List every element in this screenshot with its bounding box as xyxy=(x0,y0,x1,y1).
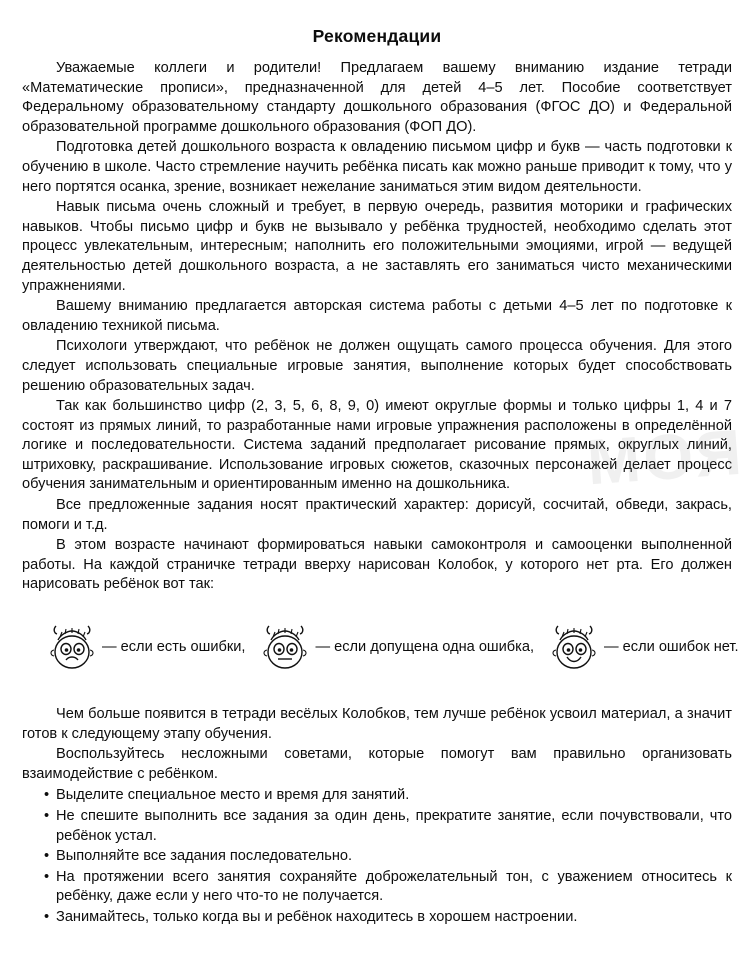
list-item xyxy=(22,908,732,928)
paragraph-7: Все предложенные задания носят практический характер: дорисуй, сосчитай, обведи, закрась, помоги и т.д. xyxy=(22,497,732,533)
advice-list xyxy=(22,786,732,927)
kolobok-caption-1: — если есть ошибки, xyxy=(102,639,246,656)
kolobok-legend-item xyxy=(259,620,548,676)
paragraph-5: Психологи утверждают, что ребёнок не должен ощущать самого процесса обучения. Для этого следует использовать специальные игровые занятия, выполнение которых будет способствовать решению образовательных задач. xyxy=(22,338,732,394)
bullet-marker: • xyxy=(44,787,50,804)
paragraph-9: Чем больше появится в тетради весёлых Колобков, тем лучше ребёнок усвоил материал, а значит готов к следующему этапу обучения. xyxy=(22,706,732,742)
paragraph-1: Уважаемые коллеги и родители! Предлагаем вашему вниманию издание тетради «Математические прописи», предназначенной для детей 4–5 лет. Пособие соответствует Федеральному образовательному стандарту дошкольного образования (ФГОС ДО) и Федеральной образовательной программе дошкольного образования (ФОП ДО). xyxy=(22,60,732,135)
list-item-text: Не спешите выполнить все задания за один день, прекратите занятие, если почувствовали, что ребёнок устал. xyxy=(56,808,732,844)
list-item-text: Занимайтесь, только когда вы и ребёнок находитесь в хорошем настроении. xyxy=(56,908,578,925)
paragraph-4: Вашему вниманию предлагается авторская система работы с детьми 4–5 лет по подготовке к овладению техникой письма. xyxy=(22,298,732,334)
kolobok-legend-item xyxy=(46,620,259,676)
list-item-text: Выполняйте все задания последовательно. xyxy=(56,848,353,865)
paragraph-8: В этом возрасте начинают формироваться навыки самоконтроля и самооценки выполненной работы. На каждой страничке тетради вверху нарисован Колобок, у которого нет рта. Его должен нарисовать ребёнок вот так: xyxy=(22,537,732,593)
bullet-marker: • xyxy=(44,908,50,925)
kolobok-legend-item xyxy=(548,620,753,676)
kolobok-caption-2: — если допущена одна ошибка, xyxy=(315,639,535,656)
list-item xyxy=(22,868,732,907)
paragraph-6: Так как большинство цифр (2, 3, 5, 6, 8, 9, 0) имеют округлые формы и только цифры 1, 4 и 7 состоят из прямых линий, то разработанные нами игровые упражнения расположены в определённой логике и последовательности. Система заданий предполагает рисование прямых, округлых линий, штриховку, раскрашивание. Использование игровых сюжетов, сказочных персонажей делает процесс обучения занимательным и ориентированным именно на дошкольника. xyxy=(22,398,732,493)
list-item xyxy=(22,786,732,806)
bullet-marker: • xyxy=(44,868,50,885)
happy-face-icon xyxy=(548,620,600,676)
bullet-marker: • xyxy=(44,808,50,824)
bullet-marker: • xyxy=(44,848,50,865)
kolobok-legend-row xyxy=(22,617,739,679)
paragraph-2: Подготовка детей дошкольного возраста к овладению письмом цифр и букв — часть подготовки к обучению в школе. Часто стремление научить ребёнка писать как можно раньше приводит к тому, что у него портятся осанка, зрение, возникает нежелание заниматься этим видом деятельности. xyxy=(22,139,732,195)
list-item xyxy=(22,847,732,867)
neutral-face-icon xyxy=(259,620,311,676)
paragraph-10: Воспользуйтесь несложными советами, которые помогут вам правильно организовать взаимодействие с ребёнком. xyxy=(22,746,732,782)
page-title: Рекомендации xyxy=(312,26,442,46)
sad-face-icon xyxy=(46,620,98,676)
list-item-text: На протяжении всего занятия сохраняйте доброжелательный тон, с уважением относитесь к ребёнку, даже если у него что-то не получается. xyxy=(56,868,732,905)
watermark-text: МОЯ xyxy=(584,415,747,499)
paragraph-3: Навык письма очень сложный и требует, в первую очередь, развития моторики и графических навыков. Чтобы письмо цифр и букв не вызывало у ребёнка трудностей, необходимо сделать этот процесс увлекательным, интересным; наполнить его положительными эмоциями, игрой — ведущей деятельностью детей дошкольного возраста, а не заставлять его заниматься чисто механическими упражнениями. xyxy=(22,199,732,294)
kolobok-caption-3: — если ошибок нет. xyxy=(604,639,739,656)
list-item-text: Выделите специальное место и время для занятий. xyxy=(56,787,410,804)
list-item xyxy=(22,807,732,846)
